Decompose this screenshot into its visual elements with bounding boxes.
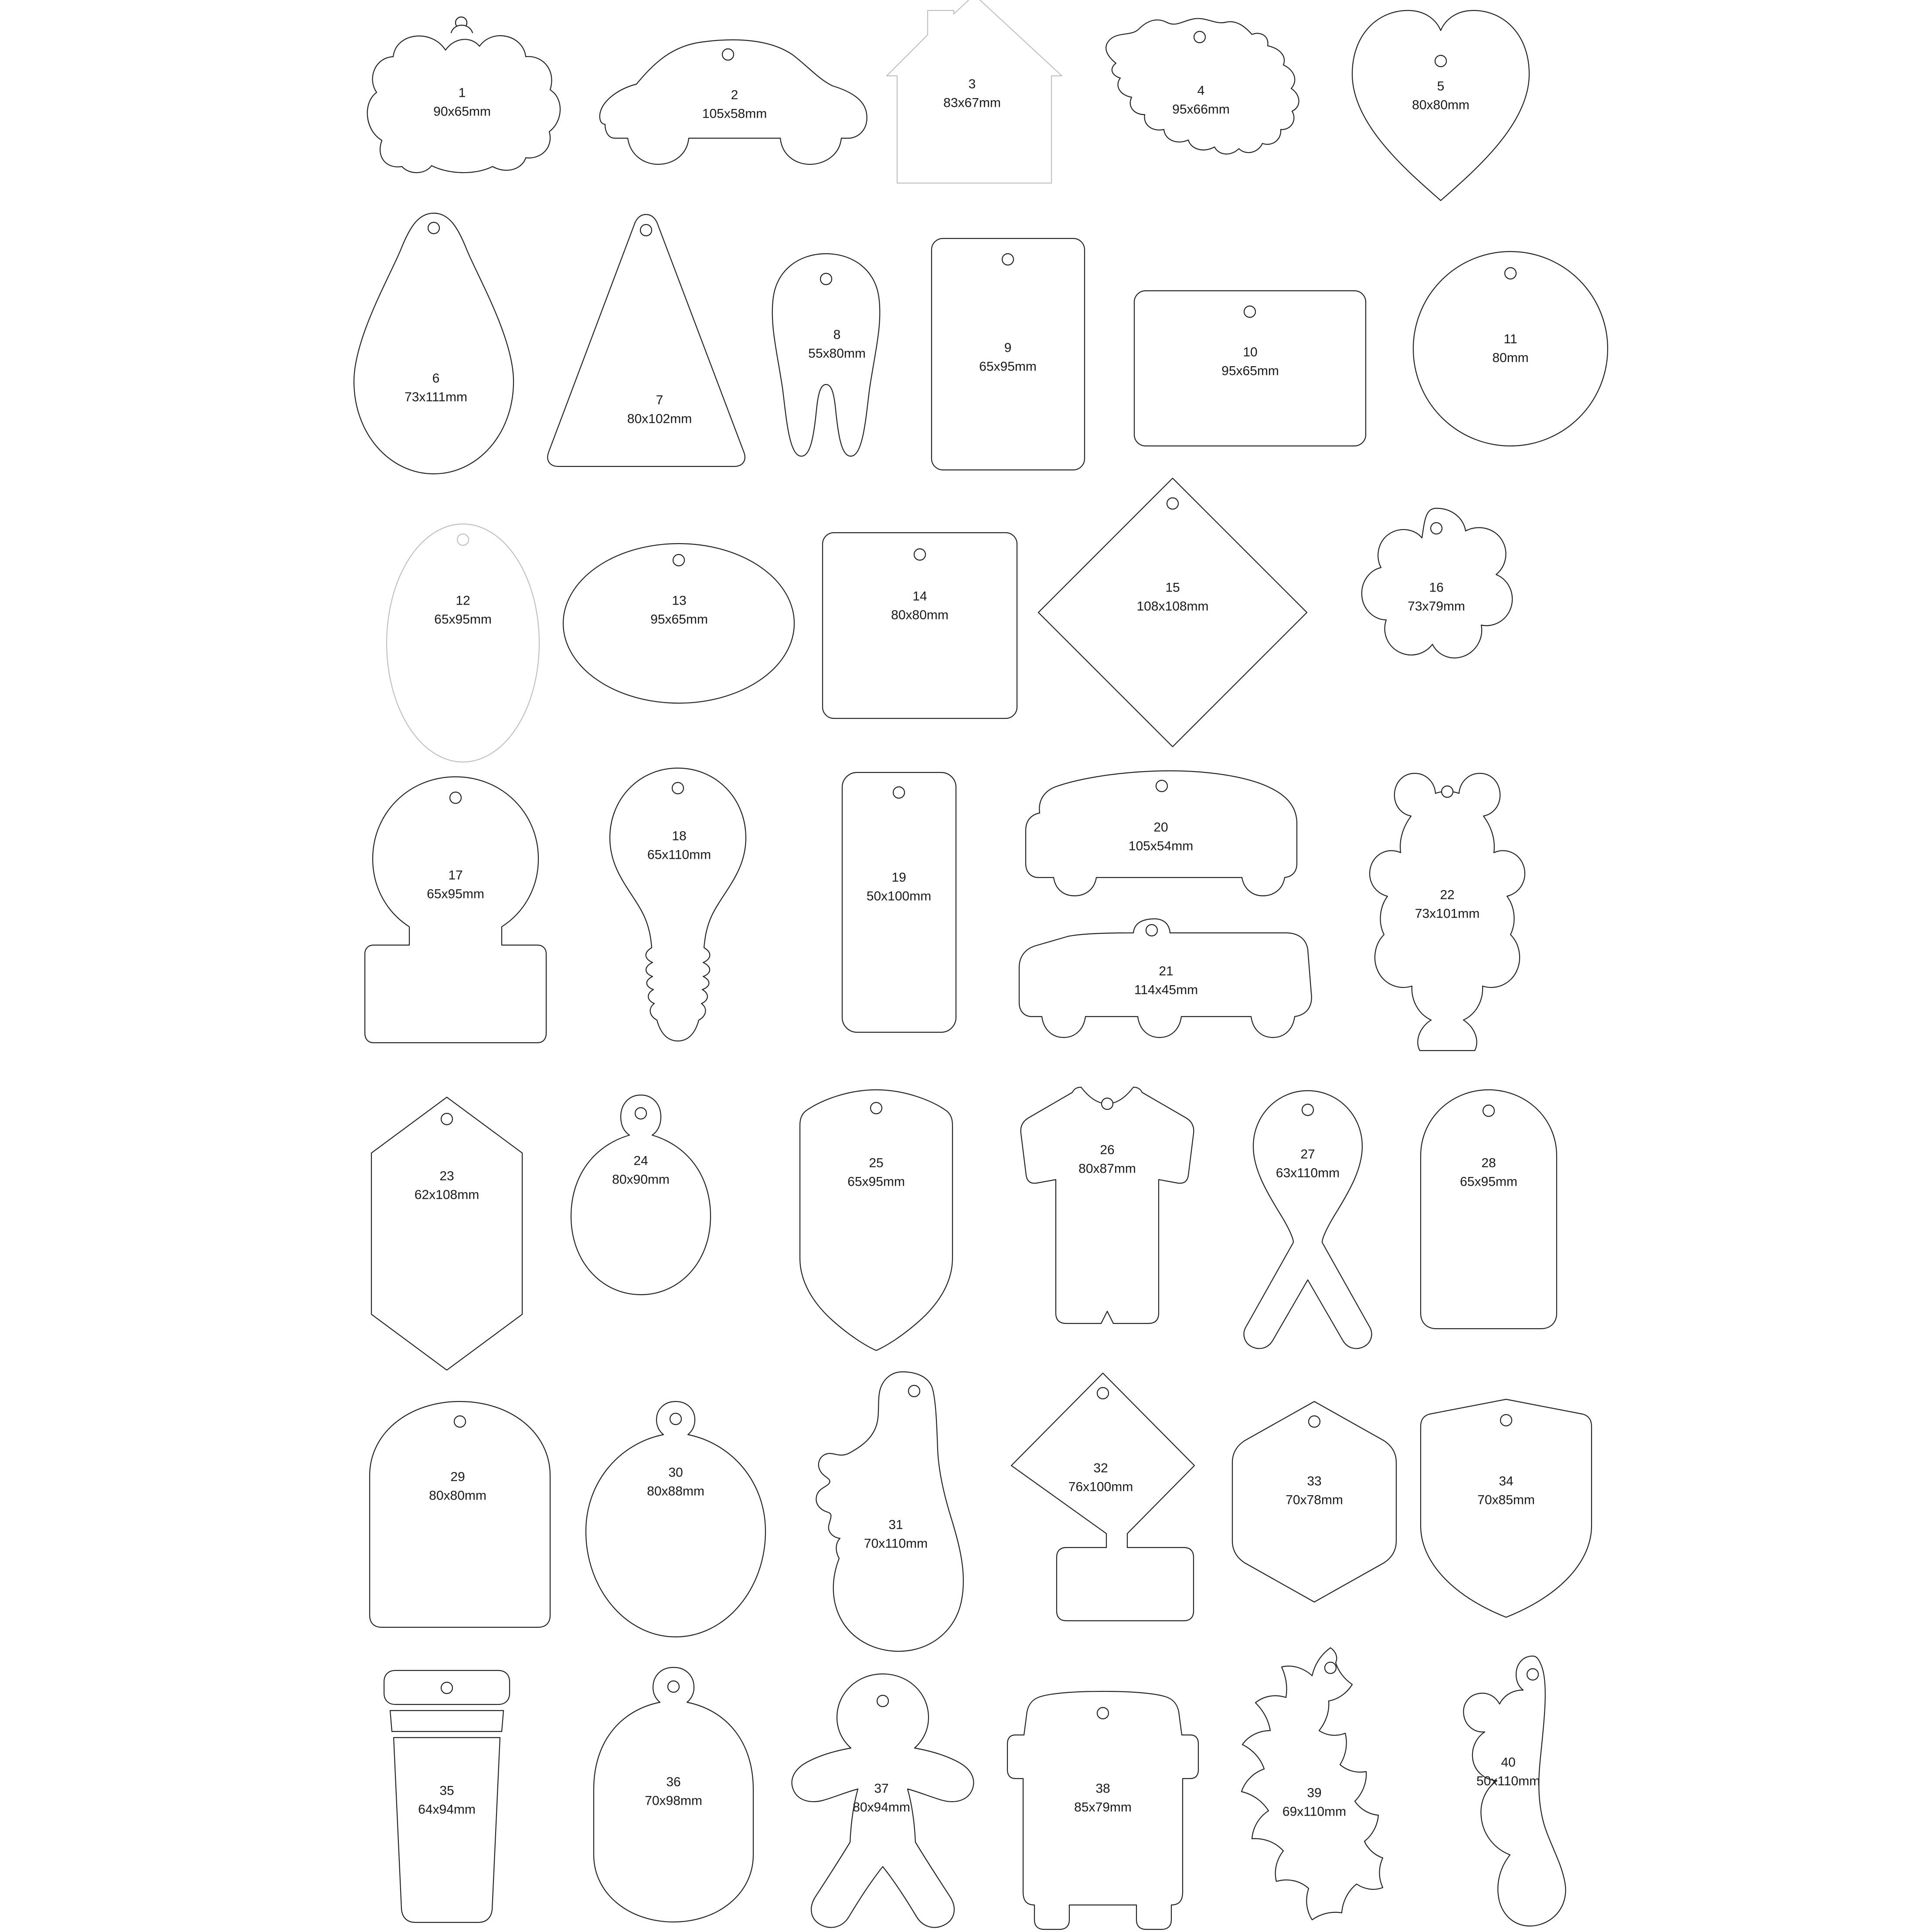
shape-36-rounded-oval-tag[interactable] (588, 1663, 759, 1927)
shape-14-label: 14 80x80mm (891, 589, 949, 622)
shape-27-label: 27 63x110mm (1276, 1147, 1340, 1180)
shape-35-label: 35 64x94mm (418, 1783, 476, 1816)
shape-3-house[interactable] (881, 4, 1068, 185)
shape-22-label: 22 73x101mm (1415, 888, 1480, 921)
shape-4-country-map[interactable] (1090, 11, 1312, 170)
shape-30-round-ornament[interactable] (580, 1397, 772, 1646)
shape-34-crest-shield[interactable] (1419, 1395, 1593, 1622)
shape-31-label: 31 70x110mm (864, 1517, 928, 1551)
shape-23-hexagon-tall[interactable] (366, 1092, 527, 1375)
shape-38-bus-front[interactable] (1005, 1687, 1201, 1931)
shape-25-shield-tag[interactable] (796, 1085, 957, 1356)
shape-40-footprint[interactable] (1447, 1650, 1574, 1929)
shape-1-cloud-blob[interactable] (344, 13, 580, 174)
shape-40-label: 40 50x110mm (1476, 1755, 1541, 1788)
shape-11-circle[interactable] (1408, 246, 1613, 451)
shape-10-label: 10 95x65mm (1221, 345, 1279, 378)
shape-35-coffee-cup[interactable] (373, 1665, 521, 1927)
shape-37-label: 37 80x94mm (853, 1781, 910, 1814)
shape-16-label: 16 73x79mm (1408, 580, 1465, 613)
shape-21-label: 21 114x45mm (1134, 964, 1198, 997)
shape-15-diamond[interactable] (1033, 473, 1312, 752)
shape-20-van[interactable] (1022, 765, 1301, 905)
shape-31-thumbs-up-hand[interactable] (804, 1367, 979, 1659)
shape-36-label: 36 70x98mm (645, 1775, 702, 1808)
shape-18-label: 18 65x110mm (647, 829, 711, 862)
shape-18-lightbulb[interactable] (604, 763, 752, 1046)
shape-15-label: 15 108x108mm (1136, 580, 1209, 613)
shape-37-gingerbread-man[interactable] (785, 1670, 981, 1931)
shape-2-label: 2 105x58mm (702, 88, 767, 121)
shape-17-label: 17 65x95mm (427, 868, 484, 901)
shape-26-label: 26 80x87mm (1078, 1143, 1136, 1176)
shape-7-label: 7 80x102mm (627, 393, 692, 426)
shape-27-awareness-ribbon[interactable] (1236, 1085, 1380, 1356)
shape-14-square[interactable] (817, 527, 1022, 724)
shape-32-diamond-with-base[interactable] (1007, 1369, 1199, 1626)
shape-29-label: 29 80x80mm (429, 1469, 486, 1503)
shape-24-bauble-ornament[interactable] (567, 1090, 715, 1343)
shape-23-label: 23 62x108mm (414, 1169, 480, 1202)
shape-19-label: 19 50x100mm (866, 870, 932, 903)
shape-30-label: 30 80x88mm (647, 1465, 704, 1498)
shape-1-label: 1 90x65mm (433, 85, 491, 119)
shape-16-flower-scalloped[interactable] (1356, 501, 1517, 693)
shape-4-label: 4 95x66mm (1172, 83, 1230, 116)
shape-28-arch-tag[interactable] (1415, 1085, 1563, 1334)
shape-13-label: 13 95x65mm (650, 593, 708, 626)
shape-33-label: 33 70x78mm (1286, 1474, 1343, 1507)
shape-3-label: 3 83x67mm (943, 77, 1001, 110)
shape-21-truck[interactable] (1016, 915, 1316, 1046)
shape-39-label: 39 69x110mm (1282, 1786, 1347, 1819)
shape-26-tshirt[interactable] (1016, 1081, 1199, 1330)
shape-39-fish[interactable] (1234, 1643, 1395, 1931)
shape-9-label: 9 65x95mm (979, 340, 1037, 374)
shape-28-label: 28 65x95mm (1460, 1156, 1517, 1189)
shape-13-ellipse-landscape[interactable] (558, 538, 800, 708)
shape-34-label: 34 70x85mm (1477, 1474, 1535, 1507)
shape-22-teddy-bear[interactable] (1362, 767, 1532, 1055)
shape-2-car-side[interactable] (597, 37, 870, 166)
shape-17-circle-with-base[interactable] (364, 772, 547, 1048)
shape-38-label: 38 85x79mm (1074, 1781, 1132, 1814)
shape-6-teardrop[interactable] (349, 207, 519, 480)
shape-10-rounded-rectangle-landscape[interactable] (1129, 286, 1371, 451)
shape-6-label: 6 73x111mm (405, 371, 467, 404)
shape-12-ellipse-portrait[interactable] (381, 519, 545, 767)
shape-5-heart[interactable] (1347, 4, 1534, 205)
shape-25-label: 25 65x95mm (847, 1156, 905, 1189)
shape-24-label: 24 80x90mm (612, 1153, 670, 1187)
shape-12-label: 12 65x95mm (434, 593, 492, 626)
shape-5-label: 5 80x80mm (1412, 79, 1469, 112)
shape-8-tooth[interactable] (765, 248, 887, 462)
shape-11-label: 11 80mm (1492, 332, 1529, 365)
shape-9-rounded-rectangle-portrait[interactable] (926, 233, 1090, 475)
shape-7-triangle[interactable] (543, 209, 750, 471)
shape-8-label: 8 55x80mm (808, 327, 866, 361)
shape-20-label: 20 105x54mm (1128, 820, 1194, 853)
shape-33-hexagon[interactable] (1227, 1397, 1401, 1606)
shape-32-label: 32 76x100mm (1068, 1461, 1133, 1494)
shape-29-arch-square[interactable] (357, 1397, 562, 1633)
shape-19-tall-rounded-rectangle[interactable] (837, 767, 961, 1037)
